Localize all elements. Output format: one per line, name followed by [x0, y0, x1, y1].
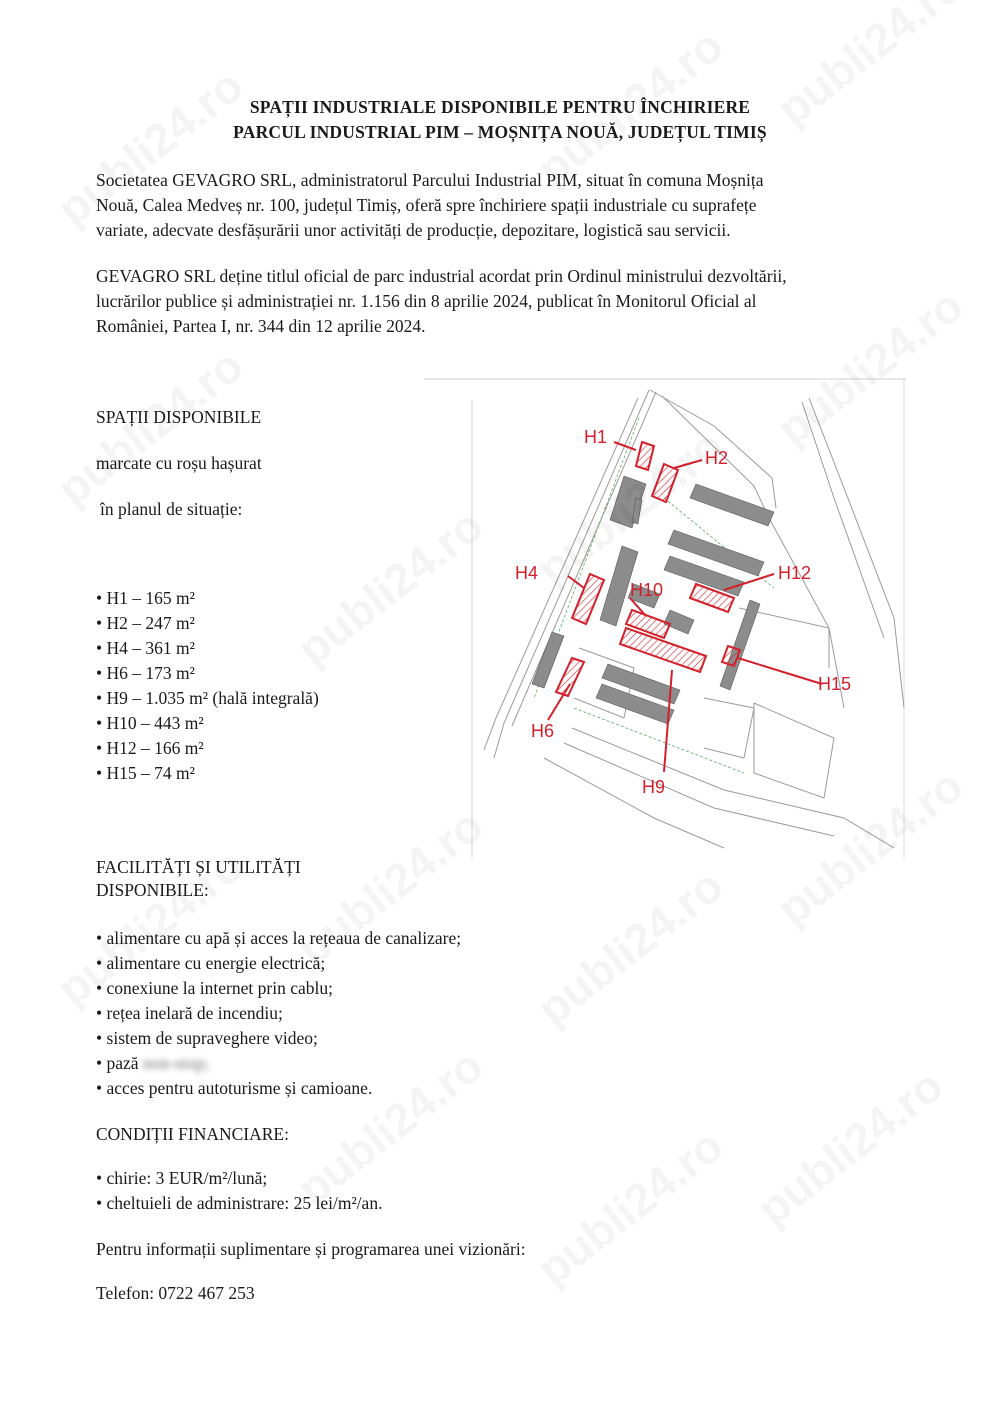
- intro-p2-line: României, Partea I, nr. 344 din 12 aprilie 2024.: [96, 316, 426, 336]
- site-plan: [424, 378, 906, 858]
- facility-guard-text: pază: [106, 1053, 139, 1073]
- spaces-subtitle-1: marcate cu roșu hașurat: [96, 453, 262, 473]
- financial-list: [96, 1166, 382, 1216]
- spaces-heading: SPAȚII DISPONIBILE: [96, 407, 262, 427]
- facility-item: • alimentare cu energie electrică;: [96, 951, 461, 976]
- plan-label-h9: H9: [642, 777, 666, 797]
- contact-info-line: Pentru informații suplimentare și programarea unei vizionări:: [96, 1239, 526, 1259]
- facilities-heading-line2: DISPONIBILE:: [96, 880, 209, 900]
- plan-label-h6: H6: [531, 721, 555, 741]
- site-boundary: [484, 390, 904, 848]
- plan-label-h12: H12: [778, 563, 812, 583]
- watermark-text: [527, 858, 733, 1036]
- facility-item: • rețea inelară de incendiu;: [96, 1001, 461, 1026]
- facility-item-guard: [96, 1051, 461, 1076]
- plan-label-h1: H1: [584, 427, 608, 447]
- financial-item: • chirie: 3 EUR/m²/lună;: [96, 1166, 382, 1191]
- intro-p2-line: GEVAGRO SRL deține titlul oficial de parc industrial acordat prin Ordinul ministrului dezvoltării,: [96, 266, 787, 286]
- available-spaces: [556, 442, 740, 696]
- space-item: • H4 – 361 m²: [96, 636, 319, 661]
- document-title-line1: SPAȚII INDUSTRIALE DISPONIBILE PENTRU ÎNCHIRIERE: [249, 97, 751, 117]
- intro-paragraph-2: [96, 264, 916, 339]
- contact-phone: Telefon: 0722 467 253: [96, 1283, 255, 1303]
- facility-item: • conexiune la internet prin cablu;: [96, 976, 461, 1001]
- space-item: • H2 – 247 m²: [96, 611, 319, 636]
- space-h6-mark: [556, 658, 584, 696]
- space-h1-mark: [636, 442, 654, 470]
- financial-item: • cheltuieli de administrare: 25 lei/m²/an.: [96, 1191, 382, 1216]
- watermark-text: [527, 1118, 733, 1296]
- financial-heading: CONDIȚII FINANCIARE:: [96, 1124, 289, 1144]
- facilities-list: [96, 926, 461, 1101]
- intro-p2-line: lucrărilor publice și administrației nr. 1.156 din 8 aprilie 2024, publicat în Monitorul Oficial al: [96, 291, 757, 311]
- document-title-line2: PARCUL INDUSTRIAL PIM – MOȘNIȚA NOUĂ, JUDEȚUL TIMIȘ: [233, 122, 767, 142]
- space-item: • H10 – 443 m²: [96, 711, 319, 736]
- facility-item: • sistem de supraveghere video;: [96, 1026, 461, 1051]
- plan-label-h15: H15: [818, 674, 852, 694]
- intro-p1-line: Nouă, Calea Medveș nr. 100, județul Timiș, oferă spre închiriere spații industriale cu suprafețe: [96, 195, 757, 215]
- space-item: • H6 – 173 m²: [96, 661, 319, 686]
- facility-item: • alimentare cu apă și acces la rețeaua de canalizare;: [96, 926, 461, 951]
- space-item: • H1 – 165 m²: [96, 586, 319, 611]
- space-item: • H9 – 1.035 m² (hală integrală): [96, 686, 319, 711]
- facility-guard-obscured: non-stop;: [142, 1053, 210, 1073]
- plan-label-h2: H2: [705, 448, 729, 468]
- facility-item: • acces pentru autoturisme și camioane.: [96, 1076, 461, 1101]
- facilities-heading-line1: FACILITĂȚI ȘI UTILITĂȚI: [96, 857, 301, 877]
- intro-paragraph-1: [96, 168, 916, 243]
- intro-p1-line: variate, adecvate desfășurării unor activități de producție, depozitare, logistică sau servicii.: [96, 220, 731, 240]
- space-item: • H15 – 74 m²: [96, 761, 319, 786]
- space-h2-mark: [652, 464, 678, 502]
- spaces-subtitle-2: în planul de situație:: [100, 499, 243, 519]
- space-item: • H12 – 166 m²: [96, 736, 319, 761]
- plan-label-h10: H10: [630, 580, 664, 600]
- plan-label-h4: H4: [515, 563, 539, 583]
- spaces-list: [96, 586, 319, 786]
- watermark-text: [747, 1058, 953, 1236]
- intro-p1-line: Societatea GEVAGRO SRL, administratorul Parcului Industrial PIM, situat în comuna Moșnița: [96, 170, 764, 190]
